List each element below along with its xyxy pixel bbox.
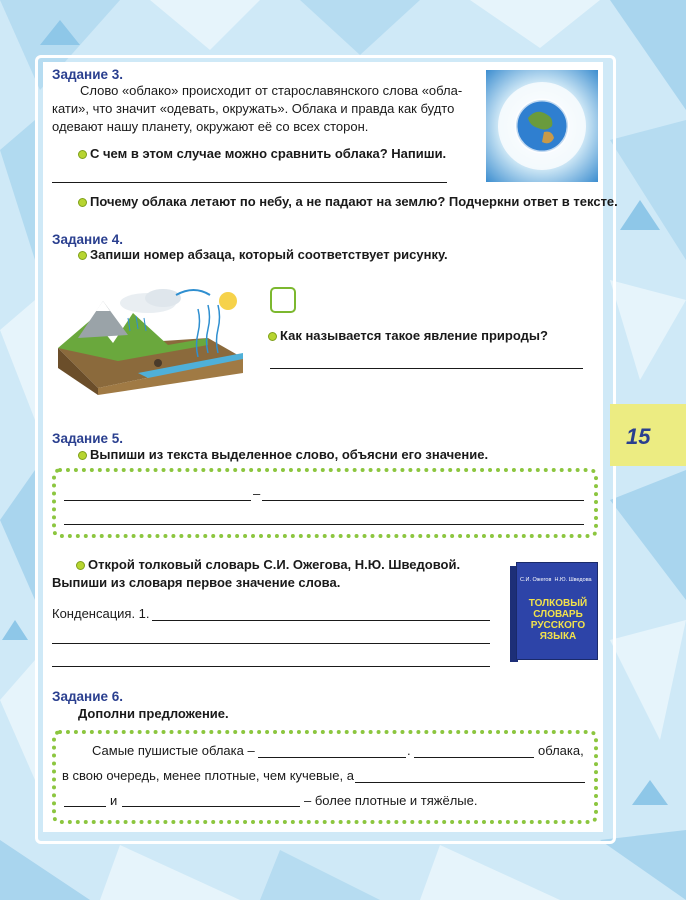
task6-sentence-end: – более плотные и тяжёлые. <box>304 793 478 808</box>
task5-question2-line1: Открой толковый словарь С.И. Ожегова, Н.Ю. Шведовой. <box>88 557 461 572</box>
answer-line-entry-3[interactable] <box>52 666 490 667</box>
task6-middle-text: в свою очередь, менее плотные, чем кучевые, а <box>62 768 354 783</box>
task3-text <box>52 82 470 136</box>
book-author-2: Н.Ю. Шведова <box>554 577 592 583</box>
book-authors <box>520 577 592 583</box>
page-number: 15 <box>626 424 651 449</box>
task6-period: . <box>407 743 411 758</box>
task4-question2 <box>268 328 548 343</box>
answer-line-fill-2[interactable] <box>414 757 534 758</box>
task5-title: Задание 5. <box>52 431 124 446</box>
answer-line-fill-3[interactable] <box>355 782 585 783</box>
answer-line-word[interactable] <box>64 500 251 501</box>
task4-title: Задание 4. <box>52 232 124 247</box>
task5-question1 <box>78 447 488 462</box>
task4-question2-text: Как называется такое явление природы? <box>280 328 548 343</box>
task5-question1-text: Выпиши из текста выделенное слово, объясни его значение. <box>90 447 489 462</box>
green-bullet-icon <box>78 451 87 460</box>
answer-box-task5 <box>52 468 598 538</box>
green-bullet-icon <box>78 198 87 207</box>
task4-question1 <box>78 247 448 262</box>
task3-question2 <box>78 194 618 209</box>
answer-line-entry-1[interactable] <box>152 620 490 621</box>
book-title <box>520 598 596 642</box>
task3-question1 <box>78 146 446 161</box>
answer-line-fill-5[interactable] <box>122 806 300 807</box>
task3-question2-text: Почему облака летают по небу, а не падают на землю? Подчеркни ответ в тексте. <box>90 194 618 209</box>
dash-separator: – <box>253 486 261 501</box>
paragraph-number-box[interactable] <box>270 287 296 313</box>
task3-title: Задание 3. <box>52 67 124 82</box>
green-bullet-icon <box>268 332 277 341</box>
book-author-1: С.И. Ожегов <box>520 577 552 583</box>
green-bullet-icon <box>78 150 87 159</box>
book-title-line3: РУССКОГО <box>530 620 586 631</box>
answer-line-fill-4[interactable] <box>64 806 106 807</box>
task6-instruction: Дополни предложение. <box>78 706 229 721</box>
answer-line-task3[interactable] <box>52 182 447 183</box>
task6-title: Задание 6. <box>52 689 124 704</box>
answer-line-meaning-2[interactable] <box>64 524 584 525</box>
task3-text-line3: одевают нашу планету, окружают её со всех сторон. <box>52 119 369 134</box>
water-cycle-illustration <box>58 283 248 398</box>
task6-sentence-start: Самые пушистые облака – <box>92 743 255 758</box>
green-bullet-icon <box>76 561 85 570</box>
answer-line-task4[interactable] <box>270 368 583 369</box>
task6-and: и <box>110 793 118 808</box>
answer-line-fill-1[interactable] <box>258 757 406 758</box>
task3-text-line2: кати», что значит «одевать, окружать». Облака и правда как будто <box>52 101 455 116</box>
green-bullet-icon <box>78 251 87 260</box>
dictionary-entry-label: Конденсация. 1. <box>52 606 150 621</box>
task4-question1-text: Запиши номер абзаца, который соответствует рисунку. <box>90 247 448 262</box>
book-title-line4: ЯЗЫКА <box>539 631 577 642</box>
dictionary-book-image <box>510 562 598 662</box>
task3-text-line1: Слово «облако» происходит от старославянского слова «обла- <box>80 83 463 98</box>
earth-clouds-image <box>486 70 598 182</box>
answer-line-meaning[interactable] <box>262 500 584 501</box>
task5-question2 <box>52 556 490 592</box>
task6-clouds-word: облака, <box>538 743 584 758</box>
book-title-line2: СЛОВАРЬ <box>533 609 583 620</box>
answer-line-entry-2[interactable] <box>52 643 490 644</box>
task5-question2-line2: Выпиши из словаря первое значение слова. <box>52 575 341 590</box>
task3-question1-text: С чем в этом случае можно сравнить облака? Напиши. <box>90 146 447 161</box>
book-title-line1: ТОЛКОВЫЙ <box>528 598 588 609</box>
